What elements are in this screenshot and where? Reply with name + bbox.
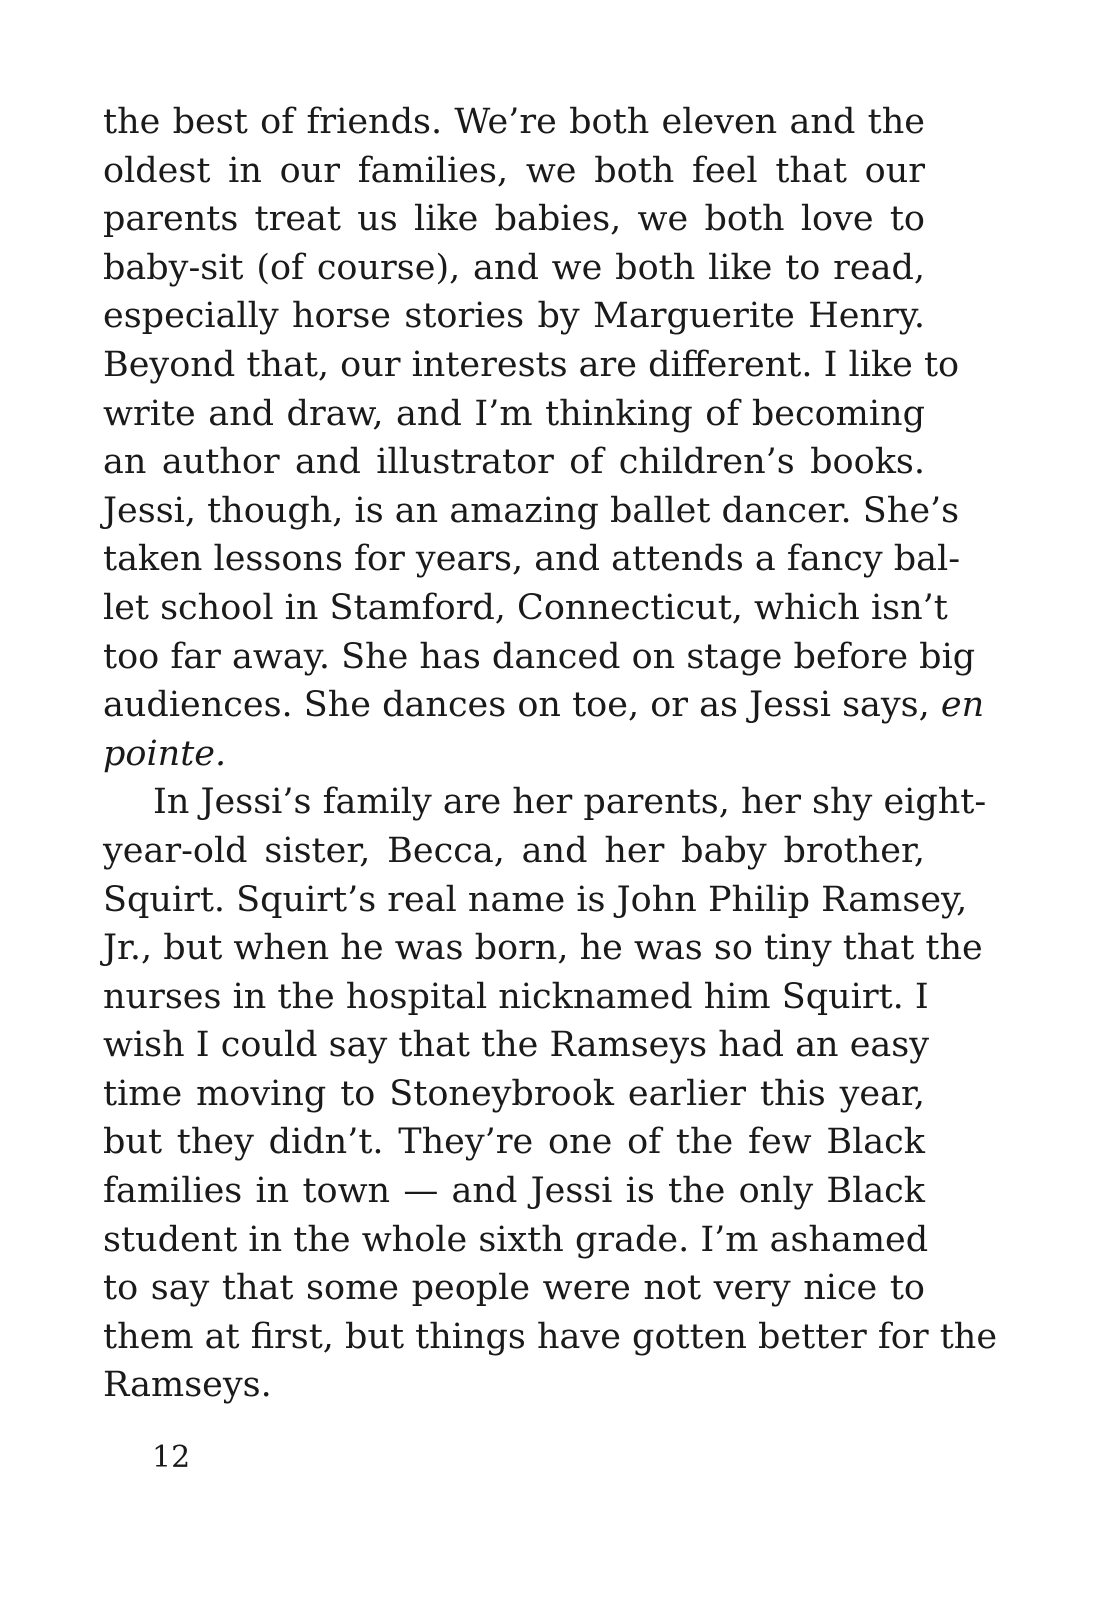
line-text: parents treat us like babies, we both love to xyxy=(103,199,925,240)
text-line xyxy=(103,438,925,487)
text-line xyxy=(103,535,961,584)
text-line xyxy=(103,341,960,390)
line-text: especially horse stories by Marguerite Henry. xyxy=(103,296,925,337)
line-text: baby-sit (of course), and we both like to read, xyxy=(103,247,925,288)
line-text: but they didn’t. They’re one of the few Black xyxy=(103,1122,925,1163)
line-text: Jr., but when he was born, he was so tiny that the xyxy=(103,928,983,969)
text-line xyxy=(103,924,983,973)
line-text: nurses in the hospital nicknamed him Squirt. I xyxy=(103,976,929,1017)
text-line xyxy=(103,292,925,341)
line-text: student in the whole sixth grade. I’m ashamed xyxy=(103,1219,929,1260)
line-text: Beyond that, our interests are different. I like to xyxy=(103,344,960,385)
text-line xyxy=(103,681,985,730)
text-line xyxy=(103,147,925,196)
line-text: Squirt. Squirt’s real name is John Philip Ramsey, xyxy=(103,879,968,920)
line-text: year-old sister, Becca, and her baby brother, xyxy=(103,830,925,871)
text-line xyxy=(103,973,929,1022)
text-line xyxy=(103,1361,925,1410)
line-text: Jessi, though, is an amazing ballet dancer. She’s xyxy=(103,490,960,531)
text-line xyxy=(103,876,968,925)
text-line xyxy=(103,584,948,633)
line-text: taken lessons for years, and attends a fancy bal- xyxy=(103,539,961,580)
line-text: time moving to Stoneybrook earlier this year, xyxy=(103,1073,925,1114)
text-line xyxy=(103,633,976,682)
text-line xyxy=(103,1216,929,1265)
text-line xyxy=(103,195,925,244)
line-text: to say that some people were not very nice to xyxy=(103,1268,925,1309)
text-line xyxy=(103,487,960,536)
line-text: families in town — and Jessi is the only Black xyxy=(103,1171,925,1212)
line-text: audiences. She dances on toe, or as Jessi says, xyxy=(103,685,930,726)
line-text: wish I could say that the Ramseys had an easy xyxy=(103,1025,930,1066)
text-line xyxy=(103,1264,925,1313)
line-text: oldest in our families, we both feel that our xyxy=(103,150,925,191)
line-text: too far away. She has danced on stage before big xyxy=(103,636,976,677)
text-line xyxy=(103,778,987,827)
italic-text: pointe. xyxy=(103,733,227,774)
italic-text: en xyxy=(940,685,985,726)
text-line xyxy=(103,244,925,293)
text-line xyxy=(103,730,925,779)
text-line xyxy=(103,390,925,439)
text-line xyxy=(103,1070,925,1119)
line-text: In Jessi’s family are her parents, her shy eight- xyxy=(153,782,987,823)
text-line xyxy=(103,1118,925,1167)
line-text: them at first, but things have gotten better for the xyxy=(103,1316,998,1357)
line-text: Ramseys. xyxy=(103,1365,272,1406)
text-line xyxy=(103,1021,930,1070)
line-text: write and draw, and I’m thinking of becoming xyxy=(103,393,925,434)
page-number: 12 xyxy=(152,1440,191,1475)
line-text: the best of friends. We’re both eleven and the xyxy=(103,102,925,142)
text-line xyxy=(103,1167,925,1216)
line-text: an author and illustrator of children’s books. xyxy=(103,442,925,483)
text-line xyxy=(103,1313,998,1362)
body-text xyxy=(103,98,998,1410)
line-text: let school in Stamford, Connecticut, which isn’t xyxy=(103,587,948,628)
text-line xyxy=(103,827,925,876)
text-line xyxy=(103,98,925,147)
